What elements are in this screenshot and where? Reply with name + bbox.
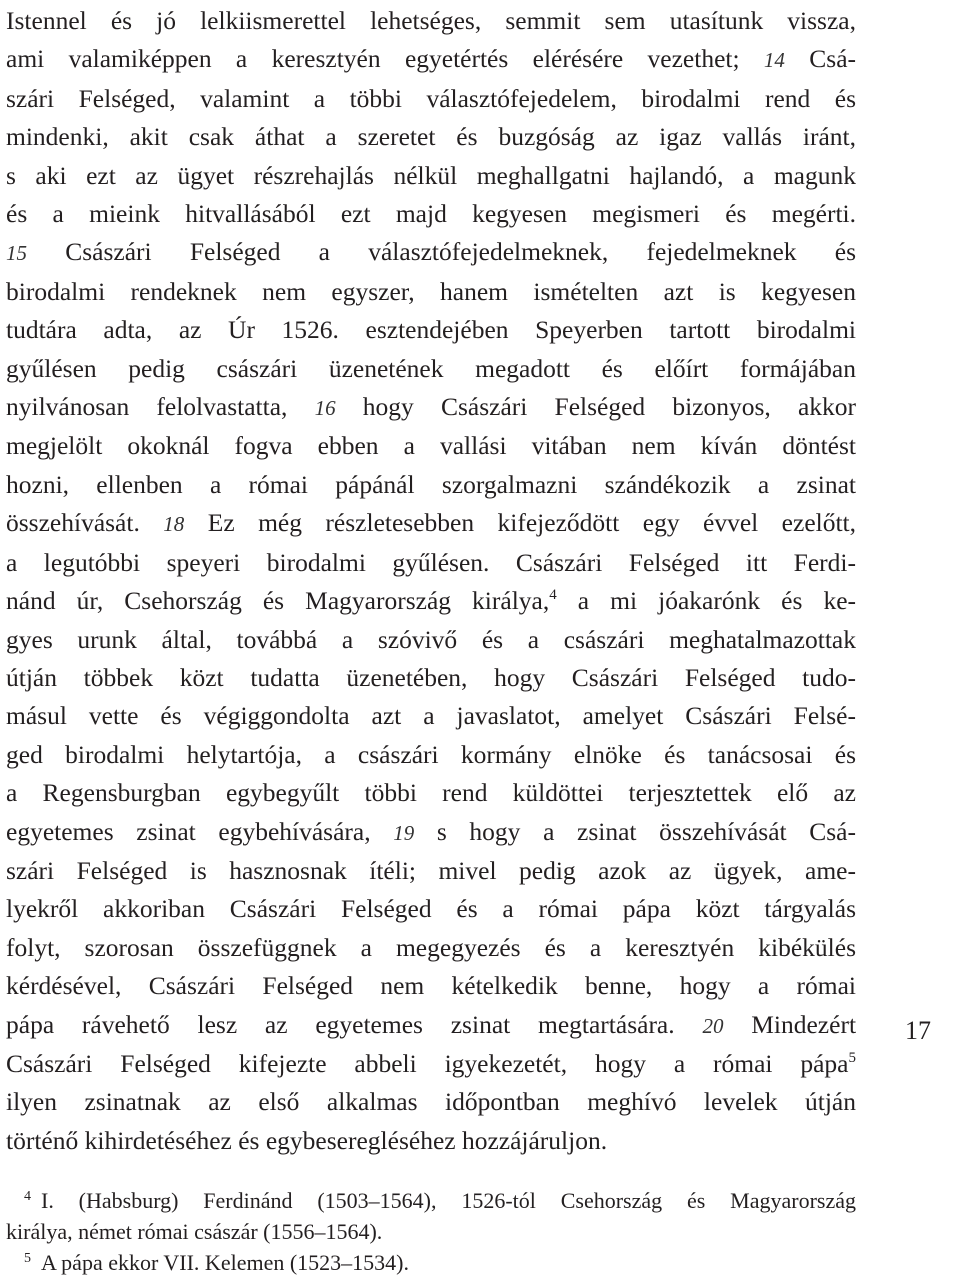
text-line: lyekről akkoriban Császári Felséged és a római pápa közt tárgyalás bbox=[6, 894, 856, 924]
text-line: a legutóbbi speyeri birodalmi gyűlésen. Császári Felséged itt Ferdi- bbox=[6, 547, 856, 577]
text-line: egyetemes zsinat egybehívására, 19 s hogy a zsinat összehívását Csá- bbox=[6, 816, 856, 846]
text-line: tudtára adta, az Úr 1526. esztendejében Speyerben tartott birodalmi bbox=[6, 315, 856, 345]
text-line: 15 Császári Felséged a választófejedelmeknek, fejedelmeknek és bbox=[6, 237, 856, 267]
text-line: útján többek közt tudatta üzenetében, hogy Császári Felséged tudo- bbox=[6, 662, 856, 692]
verse-number: 15 bbox=[6, 241, 27, 266]
footnote-ref: 4 bbox=[549, 587, 557, 604]
text-line: történő kihirdetéséhez és egybeseregléséhez hozzájáruljon. bbox=[6, 1125, 608, 1155]
verse-number: 18 bbox=[163, 512, 185, 537]
text-line: a Regensburgban egybegyűlt többi rend küldöttei terjesztettek elő az bbox=[6, 778, 856, 808]
text-line: ged birodalmi helytartója, a császári kormány elnöke és tanácsosai és bbox=[6, 739, 856, 769]
footnote-line: királya, német római császár (1556–1564). bbox=[6, 1219, 383, 1244]
footnote-number: 4 bbox=[24, 1189, 31, 1204]
text-line: folyt, szorosan összefüggnek a megegyezés és a keresztyén kibékülés bbox=[6, 932, 856, 962]
text-line: és a mieink hitvallásából ezt majd kegyesen megismeri és megérti. bbox=[6, 199, 856, 229]
text-line: szári Felséged is hasznosnak ítéli; mivel pedig azok az ügyek, ame- bbox=[6, 855, 856, 885]
text-line: megjelölt okoknál fogva ebben a vallási vitában nem kíván döntést bbox=[6, 431, 856, 461]
text-line: pápa rávehető lesz az egyetemes zsinat megtartására. 20 Mindezért bbox=[6, 1009, 857, 1039]
text-line: gyes urunk által, továbbá a szóvivő és a császári meghatalmazottak bbox=[6, 624, 856, 654]
text-line: ami valamiképpen a keresztyén egyetértés elérésére vezethet; 14 Csá- bbox=[6, 44, 857, 74]
text-line: gyűlésen pedig császári üzenetének megadott és előírt formájában bbox=[6, 353, 856, 383]
text-line: s aki ezt az ügyet részrehajlás nélkül meghallgatni hajlandó, a magunk bbox=[6, 160, 856, 190]
text-line: nyilvánosan felolvastatta, 16 hogy Császári Felséged bizonyos, akkor bbox=[6, 392, 857, 422]
text-line: ilyen zsinatnak az első alkalmas időpontban meghívó levelek útján bbox=[6, 1087, 856, 1117]
page-number: 17 bbox=[905, 1016, 931, 1045]
footnotes bbox=[6, 1185, 856, 1278]
text-line: nánd úr, Csehország és Magyarország királya,$^4$ a mi jóakarónk és ke- bbox=[6, 586, 856, 616]
text-line: kérdésével, Császári Felséged nem kételkedik benne, hogy a római bbox=[6, 971, 856, 1001]
footnote-line: $^4$ I. (Habsburg) Ferdinánd (1503–1564), 1526-tól Csehország és Magyarország bbox=[24, 1188, 856, 1213]
text-line: birodalmi rendeknek nem egyszer, hanem ismételten azt is kegyesen bbox=[6, 276, 856, 306]
text-line: hozni, ellenben a római pápánál szorgalmazni szándékozik a zsinat bbox=[6, 469, 856, 499]
main-text bbox=[6, 2, 856, 1160]
text-line: Istennel és jó lelkiismerettel lehetséges, semmit sem utasítunk vissza, bbox=[6, 6, 856, 35]
verse-number: 14 bbox=[763, 48, 785, 73]
verse-number: 20 bbox=[702, 1013, 724, 1038]
text-line: másul vette és végiggondolta azt a javaslatot, amelyet Császári Felsé- bbox=[6, 701, 856, 731]
footnote-line: $^5$ A pápa ekkor VII. Kelemen (1523–1534). bbox=[24, 1250, 409, 1275]
footnote-number: 5 bbox=[24, 1251, 31, 1266]
text-line: Császári Felséged kifejezte abbeli igyekezetét, hogy a római pápa$^5$ bbox=[6, 1048, 856, 1078]
verse-number: 19 bbox=[393, 820, 415, 845]
text-line: mindenki, akit csak áthat a szeretet és buzgóság az igaz vallás iránt, bbox=[6, 122, 856, 152]
verse-number: 16 bbox=[314, 396, 336, 421]
footnote-ref: 5 bbox=[848, 1049, 856, 1066]
text-line: szári Felséged, valamint a többi választófejedelem, birodalmi rend és bbox=[6, 83, 856, 113]
text-line: összehívását. 18 Ez még részletesebben kifejeződött egy évvel ezelőtt, bbox=[6, 508, 857, 538]
